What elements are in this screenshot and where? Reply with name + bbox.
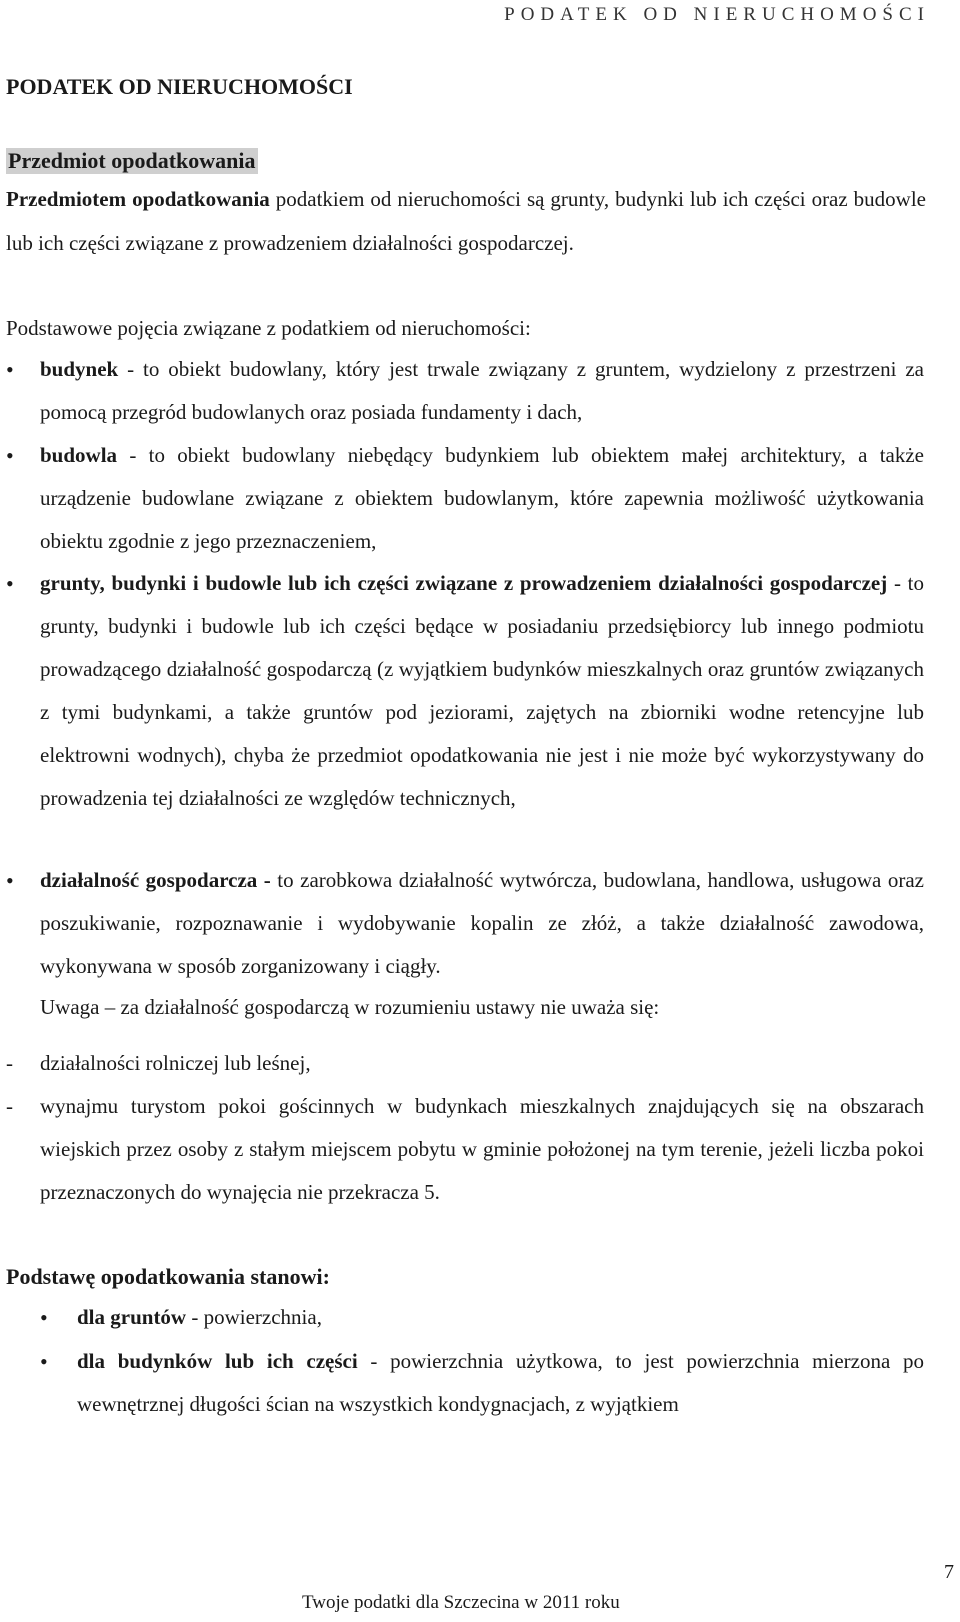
dash-marker: - xyxy=(6,1051,13,1075)
subject-paragraph xyxy=(6,177,926,265)
bullet-marker: • xyxy=(40,1305,48,1330)
definition-term: budowla xyxy=(40,443,118,467)
definition-term: budynek xyxy=(40,357,119,381)
section-heading-subject: Przedmiot opodatkowania xyxy=(8,148,256,173)
definition-budowla xyxy=(40,434,924,563)
basis-item-buildings xyxy=(77,1340,924,1426)
definition-business-property xyxy=(40,562,924,820)
definition-business-activity xyxy=(40,859,924,988)
bullet-marker: • xyxy=(40,1349,48,1374)
bullet-marker: • xyxy=(6,571,14,596)
exclusion-item: wynajmu turystom pokoi gościnnych w budynkach mieszkalnych znajdujących się na obszarach wiejskich przez osoby z stałym miejscem pobytu w gminie położonej na tym terenie, jeżeli liczba pokoi przeznaczonych do wynajęcia nie przekracza 5. xyxy=(40,1094,924,1204)
definition-text: - to obiekt budowlany, który jest trwale związany z gruntem, wydzielony z przestrzeni za pomocą przegród budowlanych oraz posiada fundamenty i dach, xyxy=(40,357,924,424)
document-title: PODATEK OD NIERUCHOMOŚCI xyxy=(6,74,353,99)
basis-text: - powierzchnia, xyxy=(186,1305,322,1329)
bullet-marker: • xyxy=(6,443,14,468)
bullet-marker: • xyxy=(6,357,14,382)
definition-text: to zarobkowa działalność wytwórcza, budowlana, handlowa, usługowa oraz poszukiwanie, rozpoznawanie i wydobywanie kopalin ze złóż, a także działalność zawodowa, wykonywana w sposób zorganizowany i ciągły. xyxy=(40,868,924,978)
subject-term: Przedmiotem opodatkowania xyxy=(6,187,270,211)
basis-term: dla budynków lub ich części xyxy=(77,1349,358,1373)
dash-marker: - xyxy=(6,1094,13,1118)
definition-budynek xyxy=(40,348,924,434)
definition-text: - to obiekt budowlany niebędący budynkiem lub obiektem małej architektury, a także urządzenie budowlane związane z obiektem budowlanym, które zapewnia możliwość użytkowania obiektu zgodnie z jego przeznaczeniem, xyxy=(40,443,924,553)
page-number: 7 xyxy=(944,1561,954,1583)
section-heading-basis: Podstawę opodatkowania stanowi: xyxy=(6,1264,330,1289)
basis-text: - powierzchnia użytkowa, to jest powierzchnia mierzona po wewnętrznej długości ścian na wszystkich kondygnacjach, z wyjątkiem xyxy=(77,1349,924,1416)
note-paragraph: Uwaga – za działalność gospodarczą w rozumieniu ustawy nie uważa się: xyxy=(40,995,660,1019)
basis-item-land xyxy=(77,1296,924,1339)
page-footer: Twoje podatki dla Szczecina w 2011 roku xyxy=(302,1592,620,1613)
exclusion-item: działalności rolniczej lub leśnej, xyxy=(40,1051,311,1075)
running-header: PODATEK OD NIERUCHOMOŚCI xyxy=(504,4,930,25)
subject-text: podatkiem od nieruchomości są grunty, budynki lub ich części oraz budowle lub ich części związane z prowadzeniem działalności gospodarczej. xyxy=(6,187,926,255)
definition-term: grunty, budynki i budowle lub ich części związane z prowadzeniem działalności gospodarczej xyxy=(40,571,888,595)
definition-term: działalność gospodarcza - xyxy=(40,868,271,892)
basis-term: dla gruntów xyxy=(77,1305,187,1329)
concepts-lead: Podstawowe pojęcia związane z podatkiem od nieruchomości: xyxy=(6,316,531,340)
bullet-marker: • xyxy=(6,868,14,893)
definition-text: - to grunty, budynki i budowle lub ich części będące w posiadaniu przedsiębiorcy lub innego podmiotu prowadzącego działalność gospodarczą (z wyjątkiem budynków mieszkalnych oraz gruntów związanych z tymi budynkami, a także gruntów pod jeziorami, zajętych na zbiorniki wodne retencyjne lub elektrowni wodnych), chyba że przedmiot opodatkowania nie jest i nie może być wykorzystywany do prowadzenia tej działalności ze względów technicznych, xyxy=(40,571,924,810)
